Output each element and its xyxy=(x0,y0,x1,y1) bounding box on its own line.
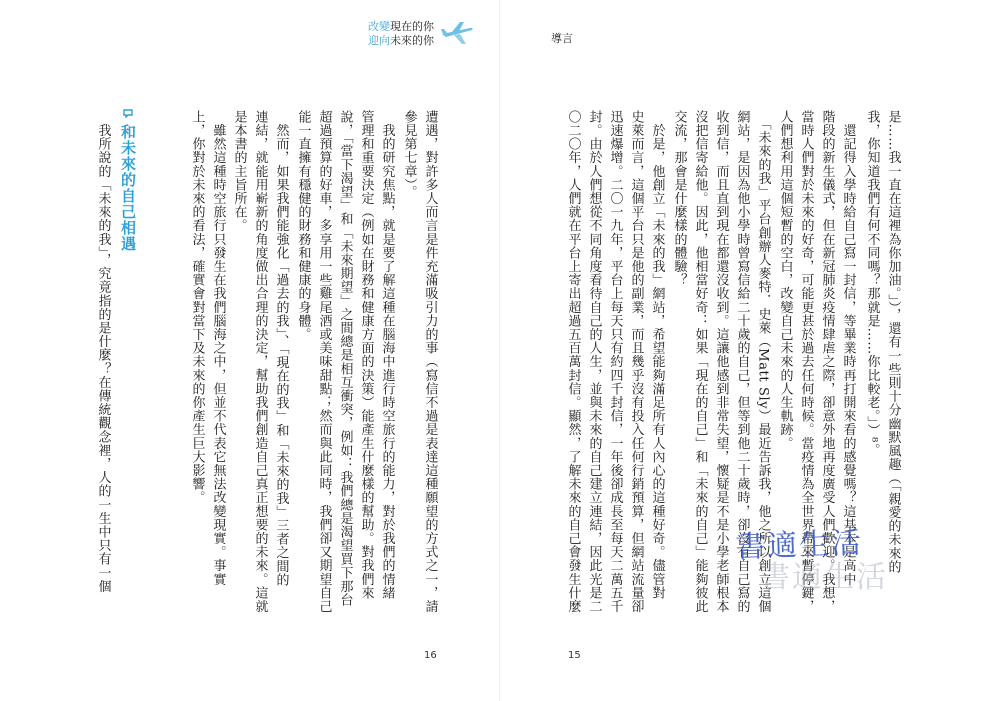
page-number-right: 15 xyxy=(568,650,581,661)
text-column: 人們想利用這個短暫的空白，改變自己未來的人生軌跡。 xyxy=(777,110,793,450)
text-column: 是本書的主旨所在。 xyxy=(231,110,247,233)
text-column: 超過預算的好車，多享用一些雞尾酒或美味甜點；然而與此同時，我們卻又期望自己 xyxy=(316,110,332,614)
text-column: 能一直擁有穩健的財務和健康的身體。 xyxy=(295,110,311,342)
page-gutter xyxy=(499,0,500,701)
chapter-title: 導言 xyxy=(551,32,573,45)
text-column: 遭遇，對許多人而言是件充滿吸引力的事（寫信不過是表達這種願望的方式之一，請 xyxy=(422,110,438,614)
text-column: 連結，就能用嶄新的角度做出合理的決定，幫助我們創造自己真正想要的未來。這就 xyxy=(252,110,268,614)
text-column: 網站，是因為他小學時曾寫信給二十歲的自己，但等到他二十歲時，卻沒有自己寫的 xyxy=(734,110,750,614)
page-number-left: 16 xyxy=(424,650,437,661)
text-column: 雖然這種時空旅行只發生在我們腦海之中，但並不代表它無法改變現實。事實 xyxy=(210,110,226,586)
airplane-icon xyxy=(440,20,474,46)
text-column: 我，你知道我們有何不同嗎？那就是……你比較老。」）⁸。 xyxy=(864,110,880,457)
text-column: 史萊而言，這個平台只是他的副業，而且幾乎沒有投入任何行銷預算，但網站流量卻 xyxy=(628,110,644,614)
brand-line-2: 迎向未來的你 xyxy=(368,34,434,47)
text-column: 我的研究焦點，就是要了解這種在腦海中進行時空旅行的能力，對於我們的情緒 xyxy=(379,110,395,600)
library-stamp-shadow: 書適生活 xyxy=(760,560,888,595)
text-column: 還記得入學時給自己寫一封信，等畢業時再打開來看的感覺嗎？這基本是高中 xyxy=(840,110,856,586)
text-column: 交流，那會是什麼樣的體驗？ xyxy=(671,110,687,287)
brand-line-1: 改變現在的你 xyxy=(368,20,434,33)
text-column: 收到信，而且直到現在都還沒收到。這讓他感到非常失望，懷疑是不是小學老師根本 xyxy=(713,110,729,614)
text-column: 〇二〇年，人們就在平台上寄出超過五百萬封信。顯然，了解未來的自己會發生什麼 xyxy=(565,110,581,614)
text-column: 沒把信寄給他。因此，他相當好奇：如果「現在的自己」和「未來的自己」能夠彼此 xyxy=(692,110,708,614)
text-column: 說，「當下渴望」和「未來期望」之間總是相互衝突，例如：我們總是渴望買下那台 xyxy=(337,110,353,607)
text-column: 迅速爆增。二〇一九年，平台上每天只有約四千封信，一年後卻成長至每天二萬五千 xyxy=(607,110,623,614)
text-column: 於是，他創立「未來的我」網站，希望能夠滿足所有人內心的這種好奇。儘管對 xyxy=(649,110,665,600)
text-column: 管理和重要決定（例如在財務和健康方面的決策）能產生什麼樣的幫助。對我們來 xyxy=(358,110,374,600)
text-column: 「未來的我」平台創辦人麥特．史萊（Matt Sly）最近告訴我，他之所以創立這個 xyxy=(755,110,771,614)
text-column: 階段的新生儀式，但在新冠肺炎疫情肆虐之際，卻意外地再度廣受人們歡迎。我想， xyxy=(819,110,835,614)
text-column: 然而，如果我們能強化「過去的我」、「現在的我」和「未來的我」三者之間的 xyxy=(273,110,289,587)
text-column: 參見第七章）。 xyxy=(401,110,417,199)
text-column: 封。由於人們想從不同角度看待自己的人生，並與未來的自己建立連結，因此光是二 xyxy=(586,110,602,614)
section-heading: 和未來的自己相遇 xyxy=(119,124,137,252)
library-stamp: 書適生活 xyxy=(734,525,864,566)
text-column: 我所說的「未來的我」，究竟指的是什麼？在傳統觀念裡，人的一生中只有一個 xyxy=(95,110,111,594)
text-column: 是……我一直在這裡為你加油。」），還有一些則十分幽默風趣（「親愛的未來的 xyxy=(885,110,901,574)
section-marker-icon xyxy=(123,108,133,118)
text-column: 當時人們對於未來的好奇，可能更甚於過去任何時候。當疫情為全世界帶來暫停鍵， xyxy=(798,110,814,614)
text-column: 上，你對於未來的看法，確實會對當下及未來的你產生巨大影響。 xyxy=(189,110,205,505)
